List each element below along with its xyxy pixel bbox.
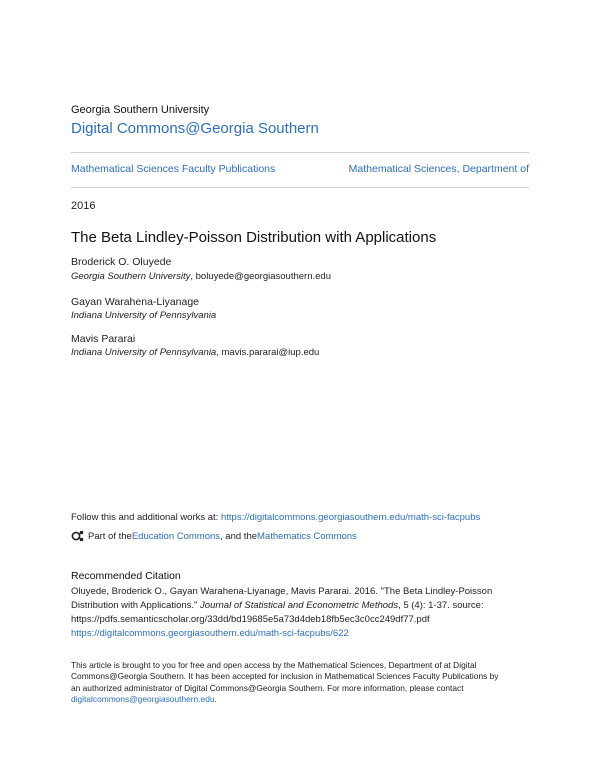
article-permalink[interactable]: https://digitalcommons.georgiasouthern.edu/math-sci-facpubs/622 <box>71 628 349 639</box>
author-affiliation: Indiana University of Pennsylvania <box>71 310 217 321</box>
follow-line <box>71 512 480 523</box>
collection-link-faculty-publications[interactable]: Mathematical Sciences Faculty Publications <box>71 163 276 175</box>
citation-line: Oluyede, Broderick O., Gayan Warahena-Liyanage, Mavis Pararai. 2016. "The Beta Lindley-Poisson <box>71 586 493 597</box>
author-affiliation-line <box>71 347 319 358</box>
follow-text: Follow this and additional works at: <box>71 512 221 523</box>
citation-text: , 5 (4): 1-37. source: <box>398 600 484 611</box>
collection-url-link[interactable]: https://digitalcommons.georgiasouthern.edu/math-sci-facpubs <box>220 512 481 523</box>
citation-source-url: https://pdfs.semanticscholar.org/33dd/bd19685e5a73d4deb18fb5ec3c0cc249df77.pdf <box>71 614 430 625</box>
affiliation-separator: , <box>216 347 222 358</box>
mathematics-commons-link[interactable]: Mathematics Commons <box>257 530 357 542</box>
article-title: The Beta Lindley-Poisson Distribution with Applications <box>71 229 437 246</box>
author-affiliation: Indiana University of Pennsylvania <box>71 347 217 358</box>
author-email[interactable]: boluyede@georgiasouthern.edu <box>195 271 331 282</box>
author-name: Mavis Pararai <box>71 333 136 345</box>
author-affiliation-line <box>71 271 331 282</box>
repository-link[interactable]: Digital Commons@Georgia Southern <box>71 120 319 137</box>
publication-year: 2016 <box>71 200 96 212</box>
divider-top <box>71 152 529 153</box>
author-name: Gayan Warahena-Liyanage <box>71 296 200 308</box>
affiliation-separator: , <box>190 271 196 282</box>
footer-line: Commons@Georgia Southern. It has been accepted for inclusion in Mathematical Sciences Faculty Publications by <box>71 671 499 682</box>
collection-link-department[interactable]: Mathematical Sciences, Department of <box>348 163 529 175</box>
recommended-citation-heading: Recommended Citation <box>71 570 181 582</box>
access-statement <box>71 660 533 705</box>
contact-email-link[interactable]: digitalcommons@georgiasouthern.edu <box>71 693 215 704</box>
divider-bottom <box>71 187 529 188</box>
author-affiliation: Georgia Southern University <box>71 271 191 282</box>
part-of-prefix: Part of the <box>88 530 132 542</box>
part-of-middle: , and the <box>220 530 258 542</box>
footer-line: This article is brought to you for free and open access by the Mathematical Sciences, Department of at Digital <box>71 660 477 670</box>
part-of-line <box>71 530 357 542</box>
journal-name: Journal of Statistical and Econometric Methods <box>200 600 399 611</box>
footer-line <box>71 694 533 705</box>
citation-line <box>71 599 533 613</box>
education-commons-link[interactable]: Education Commons <box>131 530 221 542</box>
author-affiliation-line <box>71 310 216 321</box>
footer-line: an authorized administrator of Digital Commons@Georgia Southern. For more information, please contact <box>71 682 464 693</box>
recommended-citation <box>71 585 533 641</box>
author-email[interactable]: mavis.pararai@iup.edu <box>221 347 320 358</box>
commons-network-icon <box>71 530 84 542</box>
author-name: Broderick O. Oluyede <box>71 256 172 268</box>
footer-end: . <box>214 693 217 704</box>
university-name: Georgia Southern University <box>71 104 210 116</box>
citation-text: Distribution with Applications." <box>71 600 201 611</box>
